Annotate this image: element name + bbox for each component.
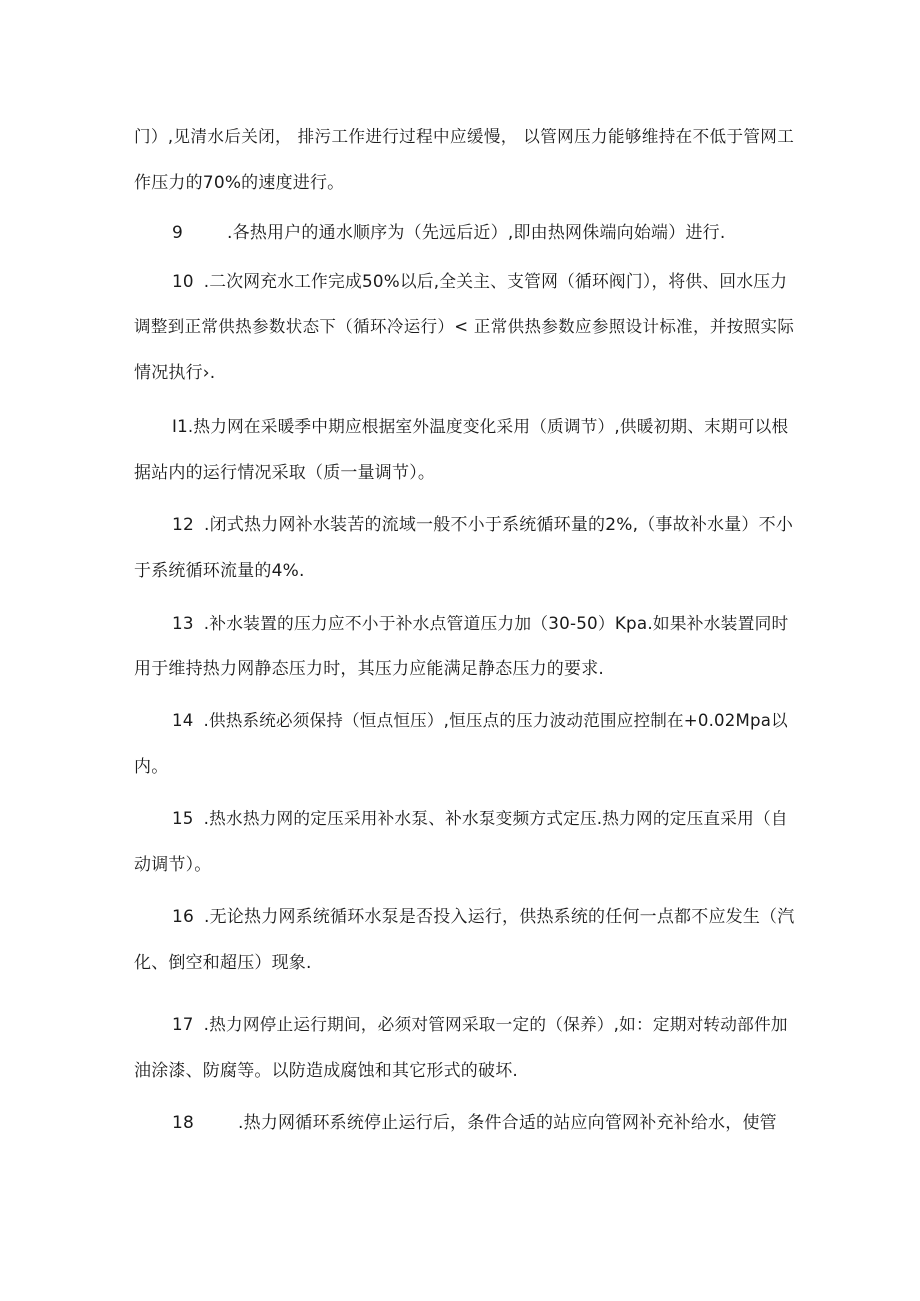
paragraph-text: .供热系统必须保持（恒点恒压）,恒压点的压力波动范围应控制在+0.02Mpa以 [203, 711, 788, 730]
paragraph-10 [134, 258, 794, 396]
paragraph-line: 内。 [134, 757, 169, 777]
paragraph-line [134, 502, 794, 548]
paragraph-line: 油涂漆、防腐等。以防造成腐蚀和其它形式的破坏. [134, 1061, 519, 1081]
paragraph-text: .各热用户的通水顺序为（先远后近）,即由热网侏端向始端）进行. [227, 223, 726, 243]
paragraph-8-continuation [134, 114, 794, 206]
paragraph-16 [134, 894, 794, 986]
paragraph-line [134, 1100, 794, 1146]
paragraph-number: 17 [172, 1015, 194, 1034]
paragraph-text: .二次网充水工作完成50%以后,全关主、支管网（循环阀门），将供、回水压力 [203, 271, 788, 291]
paragraph-line: 情况执行›. [134, 363, 216, 383]
paragraph-9 [134, 210, 794, 256]
paragraph-text: .补水装置的压力应不小于补水点管道压力加（30-50）Kpa.如果补水装置同时 [203, 613, 789, 633]
paragraph-line: 于系统循环流量的4%. [134, 561, 305, 581]
paragraph-number: 18 [172, 1113, 195, 1133]
paragraph-number: 10 [172, 271, 194, 291]
paragraph-line [134, 894, 794, 940]
paragraph-line: 门）,见清水后关闭， 排污工作进行过程中应缓慢， 以管网压力能够维持在不低于管网工 [134, 127, 794, 146]
paragraph-line: 用于维持热力网静态压力时，其压力应能满足静态压力的要求. [134, 659, 605, 679]
paragraph-line [134, 1002, 794, 1048]
paragraph-text: .热力网循环系统停止运行后，条件合适的站应向管网补充补给水，使管 [238, 1113, 777, 1133]
paragraph-text: .热水热力网的定压采用补水泵、补水泵变频方式定压.热力网的定压直采用（自 [203, 809, 788, 828]
paragraph-13 [134, 600, 794, 692]
paragraph-line [134, 698, 794, 744]
paragraph-14 [134, 698, 794, 790]
paragraph-number: 13 [172, 613, 194, 633]
paragraph-line: 动调节）。 [134, 855, 212, 875]
paragraph-line: 据站内的运行情况采取（质一量调节）。 [134, 463, 436, 483]
paragraph-line: I1.热力网在采暖季中期应根据室外温度变化采用（质调节）,供暖初期、末期可以根 [172, 417, 789, 436]
paragraph-line [134, 210, 794, 256]
paragraph-text: .无论热力网系统循环水泵是否投入运行，供热系统的任何一点都不应发生（汽 [204, 907, 795, 927]
paragraph-line: 调整到正常供热参数状态下（循环冷运行）< 正常供热参数应参照设计标准，并按照实际 [134, 317, 794, 336]
paragraph-line [134, 600, 794, 646]
paragraph-18 [134, 1100, 794, 1146]
paragraph-text: .闭式热力网补水装苦的流域一般不小于系统循环量的2%,（事故补水量）不小 [204, 515, 794, 535]
paragraph-text: .热力网停止运行期间，必须对管网采取一定的（保养）,如：定期对转动部件加 [203, 1015, 788, 1034]
paragraph-number: 15 [172, 809, 194, 828]
paragraph-number: 12 [172, 515, 195, 535]
paragraph-line: 化、倒空和超压）现象. [134, 953, 312, 973]
paragraph-line [134, 258, 794, 304]
paragraph-number: 9 [172, 223, 184, 243]
paragraph-17 [134, 1002, 794, 1094]
paragraph-11 [134, 404, 794, 496]
paragraph-number: 16 [172, 907, 195, 927]
paragraph-12 [134, 502, 794, 594]
paragraph-line [134, 796, 794, 842]
paragraph-number: 14 [172, 711, 194, 730]
paragraph-line: 作压力的70%的速度进行。 [134, 173, 345, 193]
paragraph-15 [134, 796, 794, 888]
